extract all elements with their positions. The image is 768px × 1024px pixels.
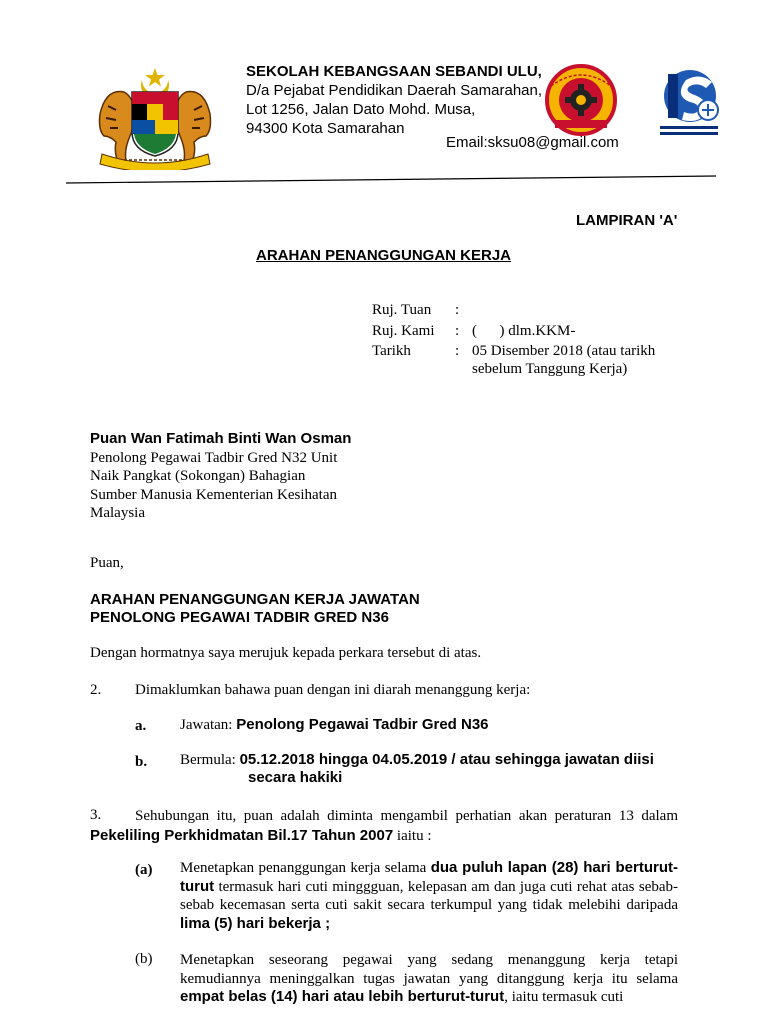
subject-line: ARAHAN PENANGGUNGAN KERJA JAWATAN — [90, 591, 420, 608]
paragraph-number: 3. — [90, 807, 102, 823]
recipient-line: Malaysia — [90, 505, 145, 521]
paragraph-text: Dimaklumkan bahawa puan dengan ini diarah menanggung kerja: — [135, 682, 531, 698]
recipient-line: Penolong Pegawai Tadbir Gred N32 Unit — [90, 449, 338, 466]
subject-line: PENOLONG PEGAWAI TADBIR GRED N36 — [90, 609, 389, 626]
reference-label: Tarikh — [372, 343, 411, 359]
item-value: 05.12.2018 hingga 04.05.2019 / atau sehingga jawatan diisi — [239, 751, 654, 768]
reference-colon: : — [455, 343, 460, 359]
address-line: D/a Pejabat Pendidikan Daerah Samarahan, — [246, 82, 543, 99]
item-text: Menetapkan seseorang pegawai yang sedang menanggung kerja tetapi kemudiannya meninggalkan tugas jawatan yang ditanggung kerja itu selama — [180, 952, 678, 987]
reference-row — [372, 301, 692, 319]
list-marker: b. — [135, 754, 148, 770]
header-divider — [66, 172, 716, 182]
item-emphasis: dua puluh lapan (28) hari berturut-turut — [180, 859, 678, 895]
item-value: secara hakiki — [248, 769, 343, 786]
recipient-name: Puan Wan Fatimah Binti Wan Osman — [90, 430, 352, 447]
reference-colon: : — [455, 323, 460, 339]
reference-row — [372, 342, 692, 380]
list-item — [180, 751, 654, 787]
subject-heading — [90, 591, 420, 627]
list-item — [180, 859, 678, 933]
malaysia-coat-of-arms-icon — [94, 66, 216, 170]
item-text: termasuk hari cuti minggguan, kelepasan am dan juga cuti rehat atas sebab-sebab kecemasan serta cuti sakit secara terkumpul yang tidak melebihi daripada — [180, 878, 678, 913]
reference-value: ( ) dlm.KKM- — [472, 323, 576, 339]
paragraph-text-end: iaitu : — [393, 828, 432, 844]
reference-row — [372, 322, 692, 340]
item-value: Penolong Pegawai Tadbir Gred N36 — [236, 716, 489, 733]
list-marker: (a) — [135, 862, 153, 878]
reference-colon: : — [455, 302, 460, 318]
recipient-line: Naik Pangkat (Sokongan) Bahagian — [90, 468, 306, 484]
list-marker: (b) — [135, 951, 153, 967]
list-item — [180, 951, 678, 1007]
item-label: Bermula: — [180, 752, 240, 768]
document-title: ARAHAN PENANGGUNGAN KERJA — [256, 247, 512, 264]
list-item — [180, 716, 489, 734]
paragraph-number: 2. — [90, 682, 102, 698]
reference-value: 05 Disember 2018 (atau tarikh sebelum Tanggung Kerja) — [472, 343, 656, 377]
intro-paragraph: Dengan hormatnya saya merujuk kepada perkara tersebut di atas. — [90, 645, 482, 661]
school-motto-badge-icon — [541, 64, 653, 136]
paragraph-text — [90, 807, 678, 846]
recipient-block — [90, 430, 351, 523]
item-text: , iaitu termasuk cuti — [504, 989, 624, 1005]
is25-logo-icon — [658, 66, 720, 140]
address-line: Lot 1256, Jalan Dato Mohd. Musa, — [246, 101, 476, 118]
item-text: Menetapkan penanggungan kerja selama — [180, 860, 431, 876]
salutation: Puan, — [90, 555, 124, 571]
annex-label: LAMPIRAN 'A' — [576, 212, 678, 229]
item-label: Jawatan: — [180, 717, 237, 733]
reference-label: Ruj. Kami — [372, 323, 435, 339]
paragraph-text-start: Sehubungan itu, puan adalah diminta mengambil perhatian akan peraturan 13 dalam — [135, 808, 678, 824]
list-marker: a. — [135, 718, 147, 734]
school-email: Email:sksu08@gmail.com — [446, 134, 619, 151]
school-address-block — [246, 62, 542, 138]
item-emphasis: empat belas (14) hari atau lebih berturut-turut — [180, 988, 505, 1005]
address-line: 94300 Kota Samarahan — [246, 120, 405, 137]
school-name: SEKOLAH KEBANGSAAN SEBANDI ULU, — [246, 63, 542, 80]
circular-reference: Pekeliling Perkhidmatan Bil.17 Tahun 2007 — [90, 827, 394, 844]
recipient-line: Sumber Manusia Kementerian Kesihatan — [90, 486, 338, 503]
item-emphasis: lima (5) hari bekerja ; — [180, 914, 331, 932]
reference-label: Ruj. Tuan — [372, 302, 432, 318]
